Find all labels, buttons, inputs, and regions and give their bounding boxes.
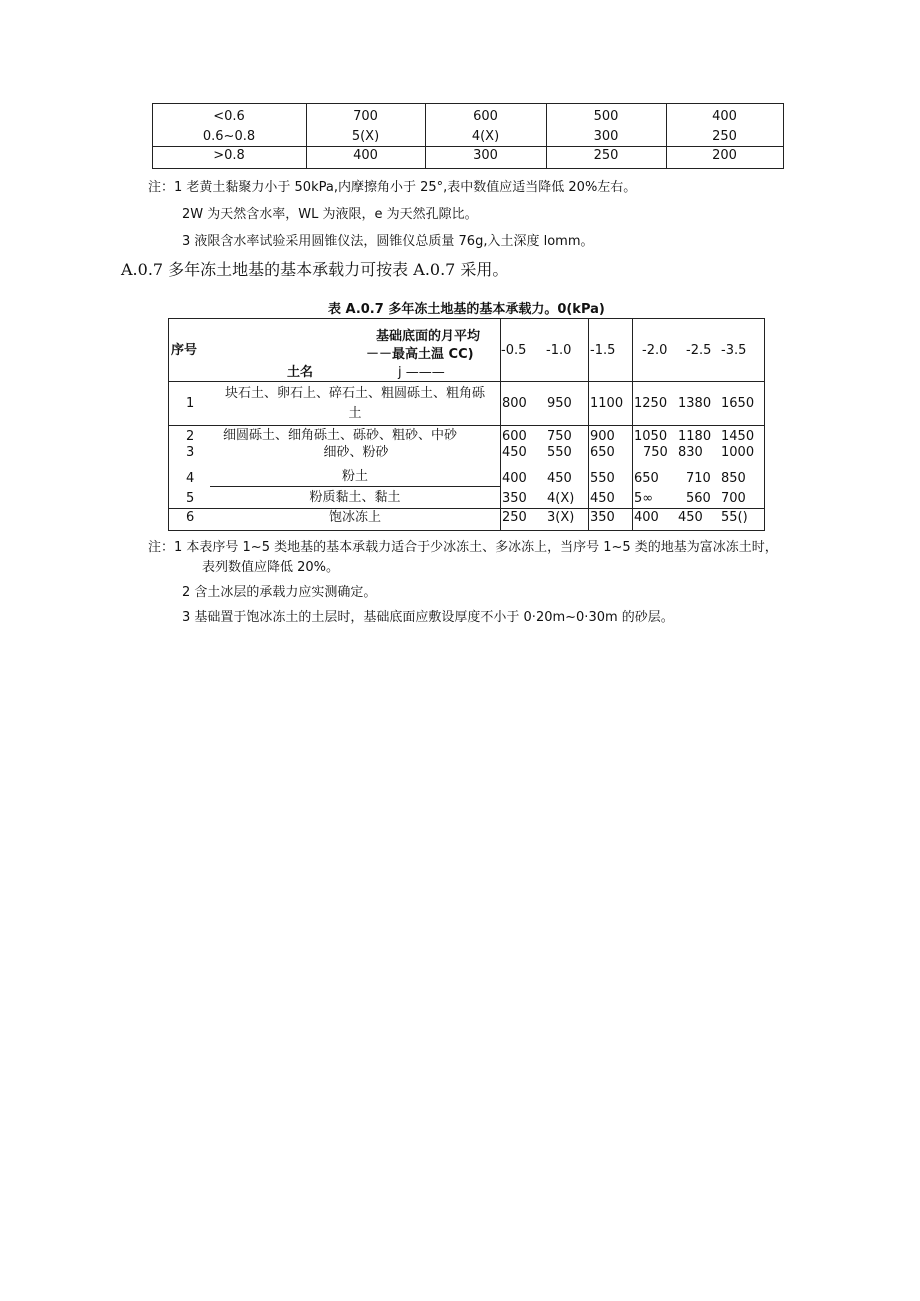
table1-cell: 400	[712, 109, 737, 124]
table2-cell: 55()	[721, 510, 748, 525]
table2-header-seq: 序号	[171, 343, 198, 358]
table1-cell: 500	[593, 109, 619, 124]
table2-header-temp: -1.0	[546, 343, 572, 358]
table2-cell: 1000	[721, 445, 755, 460]
table2-row-name: 饱冰冻上	[328, 510, 381, 525]
table2-row-name: 土	[348, 406, 362, 421]
table2-hline-row5	[168, 508, 765, 509]
table2-cell: 850	[721, 471, 746, 486]
table1-cell: <0.6	[213, 109, 245, 124]
table2-caption: 表 A.0.7 多年冻土地基的基本承载力。0(kPa)	[328, 302, 605, 317]
table2-cell: 750	[643, 445, 668, 460]
table2-header-temp: -2.0	[642, 343, 668, 358]
note1-line2: 2W 为天然含水率，WL 为液限，e 为天然孔隙比。	[182, 207, 478, 222]
table2-hline-header	[168, 381, 765, 382]
table2-cell: 830	[678, 445, 703, 460]
table1-border-mid	[152, 146, 784, 147]
table2-row-seq: 2	[186, 429, 195, 444]
table1-cell: 250	[712, 129, 737, 144]
table2-cell: 450	[547, 471, 572, 486]
table2-row-seq: 5	[186, 491, 195, 506]
table2-cell: 3(X)	[547, 510, 575, 525]
table2-cell: 1050	[634, 429, 668, 444]
table2-cell: 650	[634, 471, 659, 486]
note2-line3: 3 基础置于饱冰冻土的土层时，基础底面应敷设厚度不小于 0·20m~0·30m 的砂层。	[182, 610, 674, 625]
table2-cell: 450	[502, 445, 527, 460]
table2-cell: 400	[634, 510, 659, 525]
table2-cell: 4(X)	[547, 491, 575, 506]
table2-row-seq: 3	[186, 445, 195, 460]
table2-header-temp: -1.5	[590, 343, 616, 358]
table2-cell: 650	[590, 445, 615, 460]
table2-header-diag-top2: －－最高土温 CC)	[366, 347, 474, 362]
table1-border-bottom	[152, 168, 784, 169]
note1-line3: 3 液限含水率试验采用圆锥仪法，圆锥仪总质量 76g,入土深度 lomm。	[182, 234, 594, 249]
table2-header-diag-bottom: 土名	[287, 365, 314, 380]
table1-cell: 5(X)	[351, 129, 380, 144]
table2-hline-row1	[168, 425, 765, 426]
table2-cell: 1650	[721, 396, 755, 411]
note1-line1: 注：1 老黄土黏聚力小于 50kPa,内摩擦角小于 25°,表中数值应适当降低 20%左右。	[148, 180, 637, 195]
table2-vline	[632, 318, 633, 531]
table2-cell: 1250	[634, 396, 668, 411]
table2-cell: 450	[590, 491, 615, 506]
table2-vline	[168, 318, 169, 531]
table2-row-name: 粉质黏土、黏土	[309, 490, 401, 505]
table1-cell: 400	[353, 148, 378, 163]
table2-border-bottom	[168, 530, 765, 531]
table1-cell: 300	[473, 148, 498, 163]
table2-header-diag-mark: j ———	[398, 365, 445, 380]
table2-border-top	[168, 318, 765, 319]
table2-cell: 750	[547, 429, 572, 444]
table2-row-name: 粉土	[341, 469, 368, 484]
table2-row-seq: 1	[186, 396, 195, 411]
table2-cell: 1180	[678, 429, 712, 444]
table2-cell: 710	[686, 471, 711, 486]
table2-row-seq: 4	[186, 471, 195, 486]
table2-cell: 600	[502, 429, 527, 444]
table2-cell: 350	[502, 491, 527, 506]
table2-cell: 550	[590, 471, 615, 486]
table2-cell: 550	[547, 445, 572, 460]
section-heading: A.0.7 多年冻土地基的基本承载力可按表 A.0.7 采用。	[121, 260, 509, 279]
table2-header-temp: -2.5	[686, 343, 712, 358]
table2-header-temp: -3.5	[721, 343, 747, 358]
table1-vline	[783, 103, 784, 169]
table2-cell: 1100	[590, 396, 624, 411]
table2-row-seq: 6	[186, 510, 195, 525]
table2-vline	[764, 318, 765, 531]
table2-cell: 400	[502, 471, 527, 486]
table2-cell: 700	[721, 491, 746, 506]
table1-cell: 200	[712, 148, 737, 163]
table1-cell: 0.6~0.8	[202, 129, 256, 144]
table2-cell: 350	[590, 510, 615, 525]
table2-cell: 450	[678, 510, 703, 525]
table2-vline	[588, 318, 589, 531]
table1-cell: 250	[593, 148, 619, 163]
table1-border-top	[152, 103, 784, 104]
note2-line1-continued: 表列数值应降低 20%。	[202, 560, 340, 575]
table1-cell: 700	[353, 109, 378, 124]
table2-row-name: 块石土、卵石上、碎石土、粗圆砾土、粗角砾	[224, 386, 485, 401]
table2-cell: 1380	[678, 396, 712, 411]
table2-row-name: 细砂、粉砂	[323, 445, 389, 460]
table1-cell: 300	[593, 129, 619, 144]
table2-cell: 5∞	[634, 491, 654, 506]
table2-header-temp: -0.5	[501, 343, 527, 358]
table2-cell: 250	[502, 510, 527, 525]
table2-cell: 950	[547, 396, 572, 411]
note2-line2: 2 含土冰层的承载力应实测确定。	[182, 585, 377, 600]
table1-cell: 4(X)	[471, 129, 500, 144]
note2-line1: 注：1 本表序号 1~5 类地基的基本承载力适合于少冰冻土、多冰冻上，当序号 1~5 类的地基为富冰冻土时，	[148, 540, 778, 555]
table2-cell: 800	[502, 396, 527, 411]
table2-hline-row3	[210, 486, 500, 487]
table1-cell: >0.8	[213, 148, 245, 163]
table1-cell: 600	[473, 109, 498, 124]
table2-header-diag-top1: 基础底面的月平均	[376, 329, 481, 344]
table2-cell: 900	[590, 429, 615, 444]
table2-cell: 1450	[721, 429, 755, 444]
table2-cell: 560	[686, 491, 711, 506]
table2-row-name: 细圆砾土、细角砾土、砾砂、粗砂、中砂	[222, 428, 457, 443]
